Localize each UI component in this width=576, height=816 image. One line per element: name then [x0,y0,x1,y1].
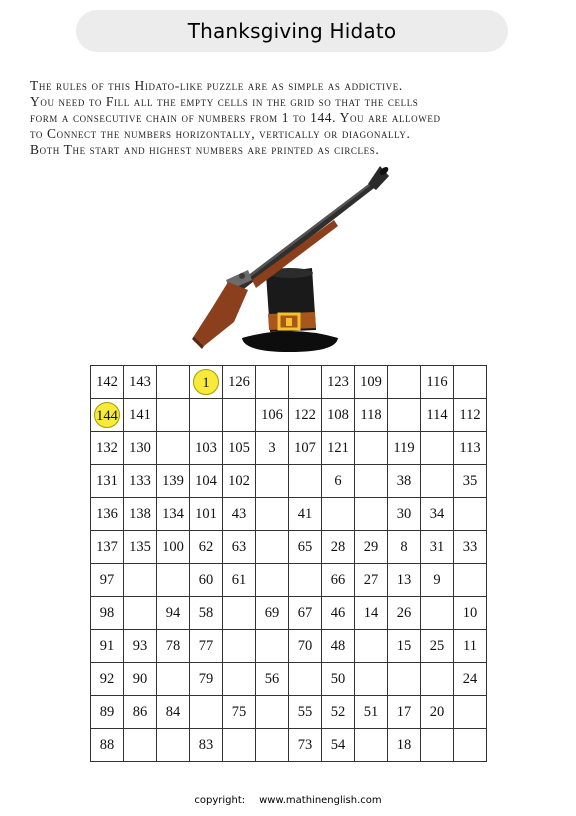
number-cell: 3 [256,432,289,465]
number-cell: 51 [355,696,388,729]
number-cell: 62 [190,531,223,564]
empty-cell[interactable] [157,366,190,399]
number-cell: 121 [322,432,355,465]
copyright-site: www.mathinenglish.com [259,795,382,806]
number-cell: 100 [157,531,190,564]
number-cell: 109 [355,366,388,399]
number-cell: 33 [454,531,487,564]
empty-cell[interactable] [256,696,289,729]
number-cell: 55 [289,696,322,729]
empty-cell[interactable] [256,531,289,564]
circled-number: 144 [94,402,120,428]
number-cell: 104 [190,465,223,498]
number-cell: 134 [157,498,190,531]
number-cell: 35 [454,465,487,498]
empty-cell[interactable] [454,696,487,729]
number-cell: 27 [355,564,388,597]
grid-row [91,564,487,597]
grid-row [91,531,487,564]
number-cell: 73 [289,729,322,762]
number-cell: 105 [223,432,256,465]
empty-cell[interactable] [256,729,289,762]
number-cell: 15 [388,630,421,663]
empty-cell[interactable] [289,564,322,597]
rules-line: Both The start and highest numbers are printed as circles. [30,142,380,157]
rules-line: You need to Fill all the empty cells in the grid so that the cells [30,94,419,109]
number-cell: 89 [91,696,124,729]
empty-cell[interactable] [223,729,256,762]
page-title: Thanksgiving Hidato [187,19,397,43]
number-cell: 113 [454,432,487,465]
rules-line: to Connect the numbers horizontally, vertically or diagonally. [30,126,411,141]
number-cell: 38 [388,465,421,498]
empty-cell[interactable] [454,366,487,399]
number-cell: 86 [124,696,157,729]
number-cell: 77 [190,630,223,663]
empty-cell[interactable] [388,399,421,432]
number-cell: 20 [421,696,454,729]
grid-row [91,696,487,729]
number-cell: 97 [91,564,124,597]
number-cell: 137 [91,531,124,564]
rules-line: The rules of this Hidato-like puzzle are as simple as addictive. [30,78,403,93]
empty-cell[interactable] [355,465,388,498]
number-cell: 90 [124,663,157,696]
number-cell: 139 [157,465,190,498]
number-cell: 26 [388,597,421,630]
empty-cell[interactable] [355,663,388,696]
empty-cell[interactable] [454,729,487,762]
empty-cell[interactable] [256,498,289,531]
grid-row [91,663,487,696]
number-cell: 25 [421,630,454,663]
number-cell: 30 [388,498,421,531]
number-cell: 98 [91,597,124,630]
number-cell: 9 [421,564,454,597]
grid-row [91,366,487,399]
grid-row [91,630,487,663]
number-cell: 61 [223,564,256,597]
number-cell: 46 [322,597,355,630]
number-cell: 31 [421,531,454,564]
rules-line: form a consecutive chain of numbers from 1 to 144. You are allowed [30,110,441,125]
empty-cell[interactable] [124,729,157,762]
number-cell: 48 [322,630,355,663]
number-cell: 136 [91,498,124,531]
number-cell: 28 [322,531,355,564]
empty-cell[interactable] [157,663,190,696]
number-cell: 92 [91,663,124,696]
number-cell: 24 [454,663,487,696]
empty-cell[interactable] [289,366,322,399]
number-cell: 88 [91,729,124,762]
empty-cell[interactable] [421,663,454,696]
number-cell: 69 [256,597,289,630]
grid-row [91,432,487,465]
empty-cell[interactable] [289,663,322,696]
number-cell: 52 [322,696,355,729]
empty-cell[interactable] [421,432,454,465]
number-cell: 108 [322,399,355,432]
empty-cell[interactable] [355,630,388,663]
empty-cell[interactable] [454,564,487,597]
number-cell: 102 [223,465,256,498]
number-cell: 41 [289,498,322,531]
hidato-grid [90,365,487,762]
empty-cell[interactable] [157,729,190,762]
number-cell: 50 [322,663,355,696]
number-cell: 8 [388,531,421,564]
number-cell [190,366,223,399]
number-cell: 122 [289,399,322,432]
empty-cell[interactable] [223,399,256,432]
number-cell: 18 [388,729,421,762]
grid-row [91,597,487,630]
number-cell: 66 [322,564,355,597]
number-cell: 43 [223,498,256,531]
number-cell: 119 [388,432,421,465]
empty-cell[interactable] [223,597,256,630]
number-cell: 63 [223,531,256,564]
number-cell: 143 [124,366,157,399]
number-cell: 83 [190,729,223,762]
number-cell: 132 [91,432,124,465]
empty-cell[interactable] [454,498,487,531]
empty-cell[interactable] [355,729,388,762]
title-banner [76,10,508,52]
grid-row [91,399,487,432]
footer [0,795,576,806]
number-cell: 34 [421,498,454,531]
empty-cell[interactable] [322,498,355,531]
number-cell: 107 [289,432,322,465]
number-cell: 103 [190,432,223,465]
number-cell: 101 [190,498,223,531]
empty-cell[interactable] [223,663,256,696]
number-cell: 84 [157,696,190,729]
empty-cell[interactable] [355,432,388,465]
empty-cell[interactable] [355,498,388,531]
number-cell: 114 [421,399,454,432]
number-cell: 13 [388,564,421,597]
empty-cell[interactable] [289,465,322,498]
number-cell: 126 [223,366,256,399]
number-cell: 142 [91,366,124,399]
rules-text [30,78,550,158]
empty-cell[interactable] [256,465,289,498]
empty-cell[interactable] [388,366,421,399]
number-cell: 60 [190,564,223,597]
number-cell [91,399,124,432]
number-cell: 14 [355,597,388,630]
empty-cell[interactable] [256,630,289,663]
number-cell: 70 [289,630,322,663]
number-cell: 91 [91,630,124,663]
empty-cell[interactable] [190,696,223,729]
number-cell: 130 [124,432,157,465]
empty-cell[interactable] [388,663,421,696]
empty-cell[interactable] [256,564,289,597]
circled-number: 1 [193,369,219,395]
number-cell: 6 [322,465,355,498]
number-cell: 133 [124,465,157,498]
grid-row [91,498,487,531]
grid-row [91,465,487,498]
grid-row [91,729,487,762]
number-cell: 54 [322,729,355,762]
empty-cell[interactable] [256,366,289,399]
number-cell: 94 [157,597,190,630]
number-cell: 67 [289,597,322,630]
empty-cell[interactable] [421,465,454,498]
number-cell: 58 [190,597,223,630]
number-cell: 79 [190,663,223,696]
number-cell: 29 [355,531,388,564]
number-cell: 93 [124,630,157,663]
empty-cell[interactable] [157,564,190,597]
copyright-label: copyright: [194,795,246,806]
number-cell: 10 [454,597,487,630]
number-cell: 141 [124,399,157,432]
number-cell: 65 [289,531,322,564]
number-cell: 138 [124,498,157,531]
number-cell: 11 [454,630,487,663]
number-cell: 135 [124,531,157,564]
empty-cell[interactable] [124,564,157,597]
musket-and-hat-illustration [190,162,390,354]
number-cell: 106 [256,399,289,432]
empty-cell[interactable] [124,597,157,630]
number-cell: 131 [91,465,124,498]
number-cell: 118 [355,399,388,432]
number-cell: 17 [388,696,421,729]
number-cell: 112 [454,399,487,432]
number-cell: 75 [223,696,256,729]
number-cell: 56 [256,663,289,696]
empty-cell[interactable] [157,432,190,465]
empty-cell[interactable] [421,597,454,630]
empty-cell[interactable] [223,630,256,663]
empty-cell[interactable] [421,729,454,762]
empty-cell[interactable] [157,399,190,432]
number-cell: 78 [157,630,190,663]
empty-cell[interactable] [190,399,223,432]
number-cell: 116 [421,366,454,399]
number-cell: 123 [322,366,355,399]
